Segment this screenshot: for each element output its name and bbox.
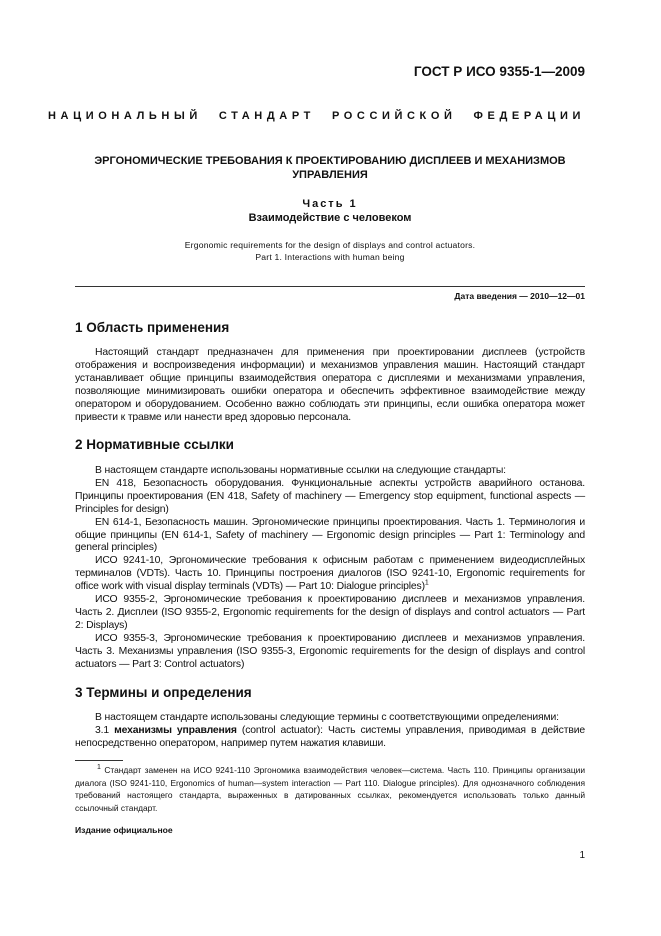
document-title: ЭРГОНОМИЧЕСКИЕ ТРЕБОВАНИЯ К ПРОЕКТИРОВАНИЮ ДИСПЛЕЕВ И МЕХАНИЗМОВ УПРАВЛЕНИЯ	[94, 155, 566, 181]
edition-label: Издание официальное	[75, 825, 173, 835]
term-definition-text: (control actuator): Часть системы управления, приводимая в действие непосредственно оператором, например путем нажатия клавиши.	[75, 724, 585, 749]
paragraph: В настоящем стандарте использованы нормативные ссылки на следующие стандарты:	[95, 465, 506, 476]
section-3-body	[75, 712, 585, 751]
footnote-number: 1	[97, 764, 101, 772]
reference-item	[75, 555, 585, 594]
national-standard-banner: НАЦИОНАЛЬНЫЙ СТАНДАРТ РОССИЙСКОЙ ФЕДЕРАЦИИ	[48, 110, 585, 122]
document-code: ГОСТ Р ИСО 9355-1—2009	[413, 64, 585, 79]
english-title-line-1: Ergonomic requirements for the design of displays and control actuators.	[184, 240, 476, 250]
footnote-divider	[75, 760, 123, 761]
section-2-body	[75, 465, 585, 672]
section-heading-3: 3 Термины и определения	[75, 685, 252, 700]
term-definition	[75, 725, 585, 751]
reference-item: EN 418, Безопасность оборудования. Функциональные аспекты устройств аварийного останова. Принципы проектирования (EN 418, Safety of machinery — Emergency stop equipment, functional aspects — Principles for design)	[75, 477, 585, 515]
term: механизмы управления	[114, 724, 237, 736]
footnote-text: Стандарт заменен на ИСО 9241-110 Эргономика взаимодействия человек—система. Часть 110. Принципы организации диалога (ISO 9241-110, Ergonomics of human—system interaction — Part 110. Dialogue principles). Для однозначного соблюдения требований настоящего стандарта, выраженных в датированных ссылках, рекомендуется использовать только данный ссылочный стандарт.	[75, 765, 585, 813]
divider	[75, 286, 585, 287]
reference-item: ИСО 9355-2, Эргономические требования к проектированию дисплеев и механизмов управления. Часть 2. Дисплеи (ISO 9355-2, Ergonomic requirements for the design of displays and control actuators — Part 2: Displays)	[75, 594, 585, 631]
page-number: 1	[579, 850, 585, 861]
footnote-mark: 1	[424, 579, 429, 587]
section-heading-2: 2 Нормативные ссылки	[75, 437, 234, 452]
english-title	[75, 239, 585, 263]
term-number: 3.1	[95, 724, 109, 736]
part-label: Часть 1	[302, 198, 358, 210]
section-heading-1: 1 Область применения	[75, 320, 230, 335]
part-subtitle: Взаимодействие с человеком	[248, 212, 412, 224]
reference-item: EN 614-1, Безопасность машин. Эргономические принципы проектирования. Часть 1. Терминология и общие принципы (EN 614-1, Safety of machinery — Ergonomic design principles — Part 1: Terminology and general principles)	[75, 516, 585, 554]
footnote	[75, 764, 585, 814]
section-1-body	[75, 347, 585, 424]
reference-text: ИСО 9241-10, Эргономические требования к офисным работам с применением видеодисплейных терминалов (VDTs). Часть 10. Принципы построения диалогов (ISO 9241-10, Ergonomic requirements for office work with visual display terminals (VDTs) — Part 10: Dialogue principles)	[75, 555, 585, 593]
paragraph: В настоящем стандарте использованы следующие термины с соответствующими определениями:	[95, 712, 559, 723]
effective-date: Дата введения — 2010—12—01	[454, 291, 585, 301]
reference-item: ИСО 9355-3, Эргономические требования к проектированию дисплеев и механизмов управления. Часть 3. Механизмы управления (ISO 9355-3, Ergonomic requirements for the design of displays and control actuators — Part 3: Control actuators)	[75, 632, 585, 670]
english-title-line-2: Part 1. Interactions with human being	[255, 252, 405, 262]
paragraph: Настоящий стандарт предназначен для применения при проектировании дисплеев (устройств отображения и воспроизведения информации) и механизмов управления машин. Настоящий стандарт устанавливает общие принципы взаимодействия оператора с дисплеями и механизмами управления, позволяющие минимизировать ошибки оператора и обеспечить эффективное взаимодействие между оператором и оборудованием. Особенно важно соблюдать эти принципы, если ошибка оператора может привести к травме или нанести вред здоровью персонала.	[75, 347, 585, 423]
